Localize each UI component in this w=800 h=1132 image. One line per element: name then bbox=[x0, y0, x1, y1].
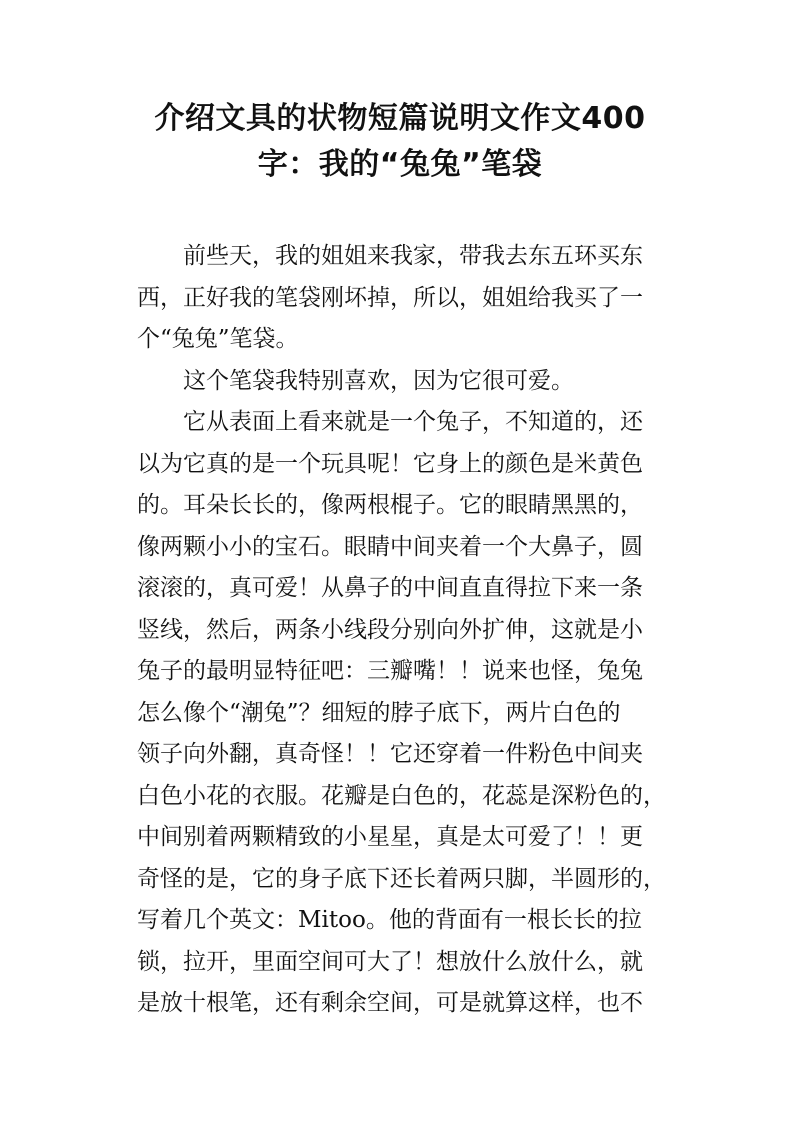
text-line: 前些天，我的姐姐来我家，带我去东五环买东 bbox=[183, 243, 643, 269]
paragraph bbox=[137, 361, 667, 403]
text-line: 滚滚的，真可爱！从鼻子的中间直直得拉下来一条 bbox=[137, 575, 643, 601]
text-line: 西，正好我的笔袋刚坏掉，所以，姐姐给我买了一 bbox=[137, 284, 643, 311]
text-line: 锁，拉开，里面空间可大了！想放什么放什么，就 bbox=[137, 948, 643, 975]
paragraph bbox=[137, 236, 667, 361]
text-line: 领子向外翻，真奇怪！！它还穿着一件粉色中间夹 bbox=[137, 741, 643, 767]
text-line: 它从表面上看来就是一个兔子，不知道的，还 bbox=[183, 409, 643, 435]
text-line: 兔子的最明显特征吧：三瓣嘴！！说来也怪，兔兔 bbox=[137, 658, 643, 684]
text-line: 怎么像个“潮兔”？细短的脖子底下，两片白色的 bbox=[137, 699, 621, 726]
title-line: 介绍文具的状物短篇说明文作文400 bbox=[154, 101, 646, 136]
paragraph bbox=[137, 402, 667, 1025]
text-line: 中间别着两颗精致的小星星，真是太可爱了！！更 bbox=[137, 824, 643, 850]
document-body bbox=[137, 236, 667, 1025]
text-line: 个“兔兔”笔袋。 bbox=[137, 326, 299, 352]
text-line: 像两颗小小的宝石。眼睛中间夹着一个大鼻子，圆 bbox=[137, 533, 643, 560]
document-title bbox=[100, 96, 700, 188]
text-line: 是放十根笔，还有剩余空间，可是就算这样，也不 bbox=[137, 990, 643, 1016]
text-line: 白色小花的衣服。花瓣是白色的，花蕊是深粉色的， bbox=[137, 782, 666, 809]
text-line: 写着几个英文：Mitoo。他的背面有一根长长的拉 bbox=[137, 907, 642, 933]
text-line: 竖线，然后，两条小线段分别向外扩伸，这就是小 bbox=[137, 616, 643, 643]
text-line: 的。耳朵长长的，像两根棍子。它的眼睛黑黑的， bbox=[137, 492, 643, 518]
text-line: 这个笔袋我特别喜欢，因为它很可爱。 bbox=[183, 367, 574, 394]
title-line: 字：我的“兔兔”笔袋 bbox=[257, 147, 543, 182]
text-line: 奇怪的是，它的身子底下还长着两只脚，半圆形的， bbox=[137, 865, 666, 892]
text-line: 以为它真的是一个玩具呢！它身上的颜色是米黄色 bbox=[137, 450, 643, 477]
